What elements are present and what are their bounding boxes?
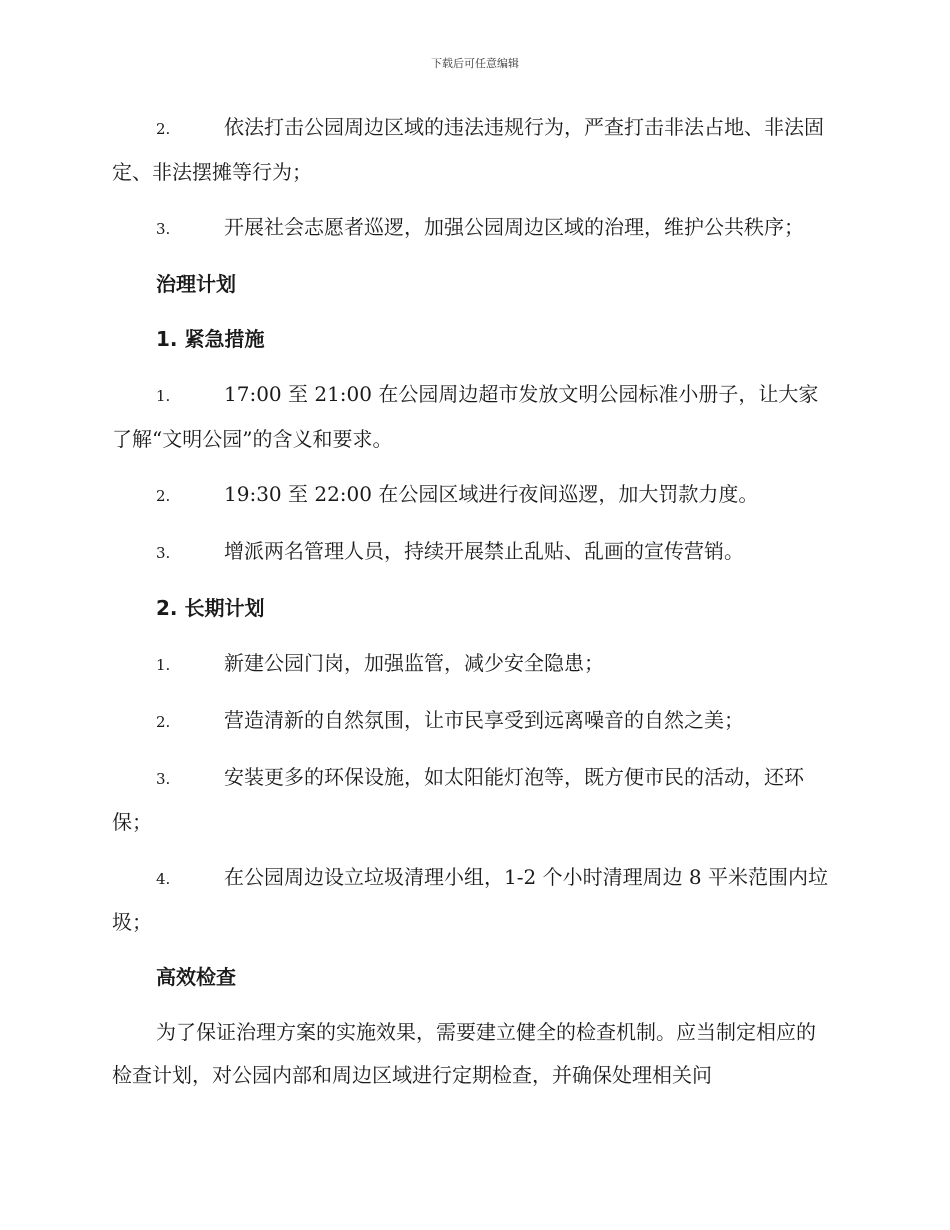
list-item <box>112 642 834 687</box>
list-item <box>112 106 834 194</box>
list-item <box>112 756 834 844</box>
body-paragraph: 为了保证治理方案的实施效果，需要建立健全的检查机制。应当制定相应的检查计划，对公园内部和周边区域进行定期检查，并确保处理相关问 <box>112 1020 816 1087</box>
section-heading-governance-plan: 治理计划 <box>156 272 236 296</box>
list-number: 2. <box>156 487 171 505</box>
list-number: 3. <box>156 544 171 562</box>
list-number: 3. <box>156 220 171 238</box>
header-note: 下载后可任意编辑 <box>431 57 519 70</box>
list-text: 17:00 至 21:00 在公园周边超市发放文明公园标准小册子，让大家了解“文明公园”的含义和要求。 <box>112 382 819 451</box>
list-text: 19:30 至 22:00 在公园区域进行夜间巡逻，加大罚款力度。 <box>224 482 759 506</box>
document-body <box>112 106 834 1097</box>
list-number: 2. <box>156 713 171 731</box>
list-text: 营造清新的自然氛围，让市民享受到远离噪音的自然之美； <box>224 708 744 732</box>
list-number: 1. <box>156 387 171 405</box>
list-item <box>112 856 834 944</box>
list-text: 新建公园门岗，加强监管，减少安全隐患； <box>224 651 604 675</box>
subsection-heading-emergency-measures: 1. 紧急措施 <box>156 327 265 351</box>
list-item <box>112 530 834 575</box>
list-number: 3. <box>156 770 171 788</box>
list-text: 在公园周边设立垃圾清理小组，1-2 个小时清理周边 8 平米范围内垃圾； <box>112 865 829 934</box>
list-item <box>112 473 834 518</box>
list-number: 1. <box>156 656 171 674</box>
list-number: 2. <box>156 120 171 138</box>
section-heading-efficient-inspection: 高效检查 <box>156 965 236 989</box>
list-number: 4. <box>156 870 171 888</box>
list-item <box>112 373 834 461</box>
list-text: 依法打击公园周边区域的违法违规行为，严查打击非法占地、非法固定、非法摆摊等行为； <box>112 115 824 184</box>
list-text: 增派两名管理人员，持续开展禁止乱贴、乱画的宣传营销。 <box>224 539 744 563</box>
list-item <box>112 206 834 251</box>
list-text: 安装更多的环保设施，如太阳能灯泡等，既方便市民的活动，还环保； <box>112 765 804 834</box>
subsection-heading-long-term-plan: 2. 长期计划 <box>156 596 265 620</box>
list-item <box>112 699 834 744</box>
list-text: 开展社会志愿者巡逻，加强公园周边区域的治理，维护公共秩序； <box>224 215 804 239</box>
